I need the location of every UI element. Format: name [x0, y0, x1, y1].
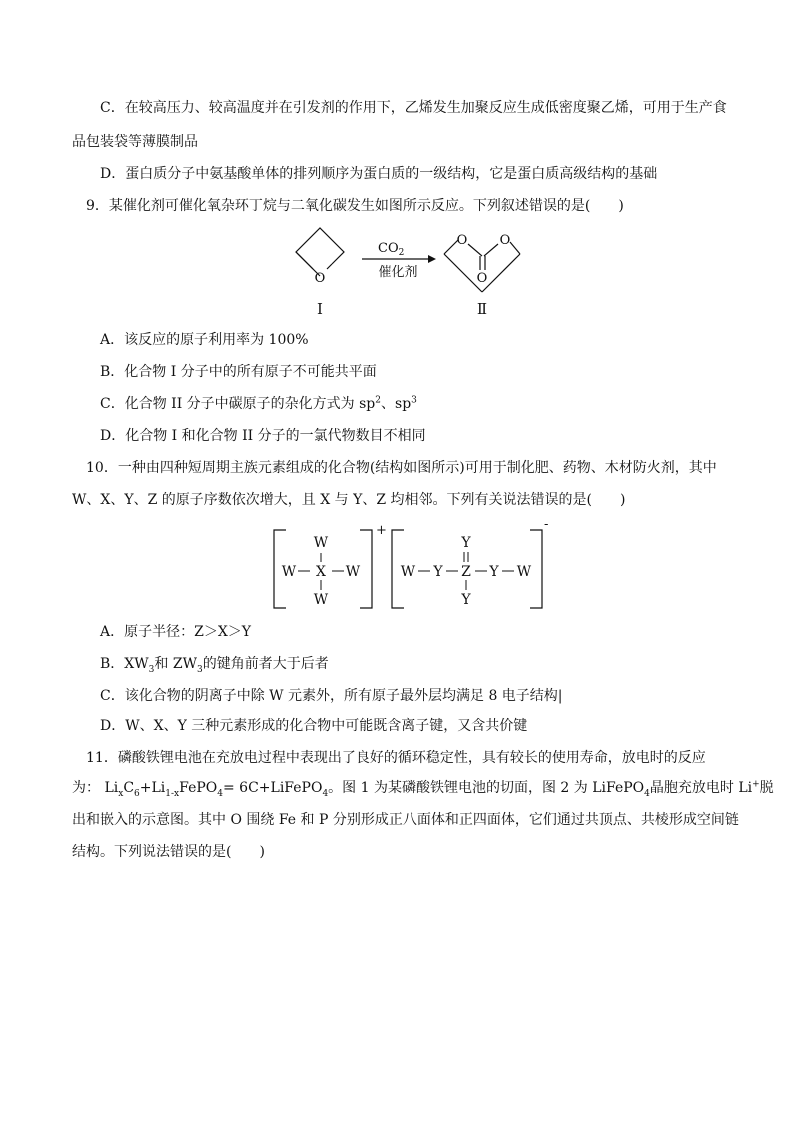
svg-text:Z: Z — [461, 564, 471, 580]
compound-2-carbonyl-oxygen: O — [476, 271, 488, 286]
q9-reaction-scheme — [0, 222, 794, 322]
compound-2-oxygen-right: O — [499, 233, 511, 248]
compound-2-label: Ⅱ — [476, 300, 488, 318]
q11-line4: 结构。下列说法错误的是( ) — [72, 844, 265, 860]
catalyst-label: 催化剂 — [378, 265, 418, 280]
q10-option-c: C．该化合物的阴离子中除 W 元素外，所有原子最外层均满足 8 电子结构| — [100, 688, 563, 704]
svg-text:Y: Y — [461, 535, 471, 551]
svg-text:W: W — [400, 564, 416, 580]
cation-charge: + — [376, 523, 387, 538]
q10-stem-line2: W、X、Y、Z 的原子序数依次增大，且 X 与 Y、Z 均相邻。下列有关说法错误的是( ) — [72, 492, 626, 508]
svg-text:Y: Y — [433, 564, 443, 580]
q8-option-c-line2: 品包装袋等薄膜制品 — [72, 134, 198, 150]
svg-text:W: W — [313, 592, 329, 608]
svg-text:W: W — [281, 564, 297, 580]
svg-text:CO2 — [378, 241, 404, 258]
compound-1-oxygen: O — [314, 271, 326, 286]
q9-option-d: D．化合物 I 和化合物 II 分子的一氯代物数目不相同 — [100, 428, 426, 444]
q11-line3: 出和嵌入的示意图。其中 O 围绕 Fe 和 P 分别形成正八面体和正四面体，它们通过共顶点、共棱形成空间链 — [72, 812, 739, 828]
compound-2-oxygen-left: O — [456, 233, 468, 248]
svg-text:W: W — [345, 564, 361, 580]
svg-text:W: W — [516, 564, 532, 580]
reagent-co-subscript: 2 — [398, 248, 405, 258]
q9-option-b: B．化合物 I 分子中的所有原子不可能共平面 — [100, 364, 377, 380]
anion-charge: - — [544, 517, 549, 532]
q9-option-a: A．该反应的原子利用率为 100% — [100, 332, 309, 348]
svg-text:W: W — [313, 535, 329, 551]
svg-text:Y: Y — [461, 592, 471, 608]
svg-text:X: X — [316, 564, 326, 580]
q8-option-d: D．蛋白质分子中氨基酸单体的排列顺序为蛋白质的一级结构，它是蛋白质高级结构的基础 — [100, 166, 658, 182]
svg-text:Y: Y — [489, 564, 499, 580]
q11-line1: 11．磷酸铁锂电池在充放电过程中表现出了良好的循环稳定性，具有较长的使用寿命，放电时的反应 — [86, 750, 706, 766]
q9-stem: 9．某催化剂可催化氧杂环丁烷与二氧化碳发生如图所示反应。下列叙述错误的是( ) — [86, 198, 624, 214]
q10-option-a: A．原子半径：Z＞X＞Y — [100, 624, 252, 640]
q11-line2: 为： $Li_xC_6+Li_{1-x}FePO_4=$ 6C+LiFePO$_4$。图 1 为某磷酸铁锂电池的切面，图 2 为 LiFePO$_4$晶胞充放电时 Li+脱 — [72, 779, 774, 799]
q9-option-c: C．化合物 II 分子中碳原子的杂化方式为 $sp^2$、$sp^3$ — [100, 395, 417, 412]
q10-option-b: B．$XW_3$和 $ZW_3$的键角前者大于后者 — [100, 656, 329, 675]
reagent-co: CO — [378, 241, 399, 256]
compound-1-label: I — [317, 300, 323, 318]
q10-stem-line1: 10．一种由四种短周期主族元素组成的化合物(结构如图所示)可用于制化肥、药物、木材防火剂，其中 — [86, 460, 717, 476]
q10-option-d: D．W、X、Y 三种元素形成的化合物中可能既含离子键，又含共价键 — [100, 718, 528, 734]
q10-ionic-structure — [0, 517, 794, 620]
q8-option-c-line1: C．在较高压力、较高温度并在引发剂的作用下，乙烯发生加聚反应生成低密度聚乙烯，可用于生产食 — [100, 100, 727, 116]
